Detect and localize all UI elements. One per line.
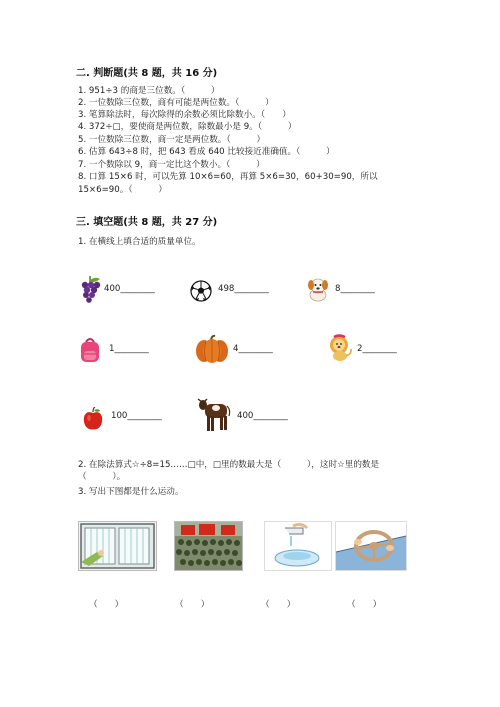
fill-question-1: 1. 在横线上填合适的质量单位。 [78, 237, 201, 247]
soccer-ball-icon [190, 280, 212, 302]
steering-wheel-picture [335, 521, 407, 571]
motion-answer-2[interactable]: （ ） [175, 600, 210, 610]
grapes-icon [77, 274, 103, 304]
mass-blank-2[interactable]: 498________ [218, 284, 269, 294]
judgment-item-8: 8. 口算 15×6 时，可以先算 10×6=60，再算 5×6=30，60+30=90，所以 [78, 172, 378, 182]
section-2-title: 二. 判断题(共 8 题，共 16 分) [76, 68, 218, 79]
fill-question-3: 3. 写出下图都是什么运动。 [78, 487, 184, 497]
judgment-item-8-cont: 15×6=90。（ ） [78, 185, 168, 195]
mass-blank-4[interactable]: 1________ [109, 344, 149, 354]
motion-answer-4[interactable]: （ ） [347, 600, 382, 610]
judgment-item-1: 1. 951÷3 的商是三位数。（ ） [78, 86, 220, 96]
judgment-item-3: 3. 笔算除法时，每次除得的余数必须比除数小。（ ） [78, 110, 291, 120]
flag-raising-picture [174, 521, 243, 571]
judgment-item-5: 5. 一位数除三位数，商一定是两位数。（ ） [78, 135, 266, 145]
judgment-item-2: 2. 一位数除三位数，商有可能是两位数。（ ） [78, 98, 274, 108]
faucet-turning-picture [264, 521, 332, 571]
section-3-title: 三. 填空题(共 8 题，共 27 分) [76, 217, 218, 228]
judgment-item-7: 7. 一个数除以 9，商一定比这个数小。（ ） [78, 160, 265, 170]
mass-blank-5[interactable]: 4________ [233, 344, 273, 354]
mass-blank-8[interactable]: 400________ [237, 411, 288, 421]
motion-answer-1[interactable]: （ ） [89, 600, 124, 610]
window-sliding-picture [78, 521, 157, 571]
mass-blank-3[interactable]: 8________ [335, 284, 375, 294]
motion-answer-3[interactable]: （ ） [261, 600, 296, 610]
mass-blank-7[interactable]: 100________ [111, 411, 162, 421]
judgment-item-4: 4. 372÷□，要使商是两位数，除数最小是 9。（ ） [78, 122, 297, 132]
mass-blank-6[interactable]: 2________ [357, 344, 397, 354]
apple-icon [82, 407, 104, 431]
mass-blank-1[interactable]: 400________ [104, 284, 155, 294]
cow-icon [196, 394, 232, 434]
fill-question-2: 2. 在除法算式☆÷8=15……□中，□里的数最大是（ ），这时☆里的数是 [78, 460, 380, 470]
pumpkin-icon [194, 334, 230, 364]
toy-lion-icon [326, 334, 354, 362]
fill-question-2-cont: （ ）。 [78, 472, 126, 482]
toy-dog-icon [306, 276, 330, 302]
judgment-item-6: 6. 估算 643÷8 时，把 643 看成 640 比较接近准确值。（ ） [78, 147, 335, 157]
backpack-icon [78, 336, 102, 364]
